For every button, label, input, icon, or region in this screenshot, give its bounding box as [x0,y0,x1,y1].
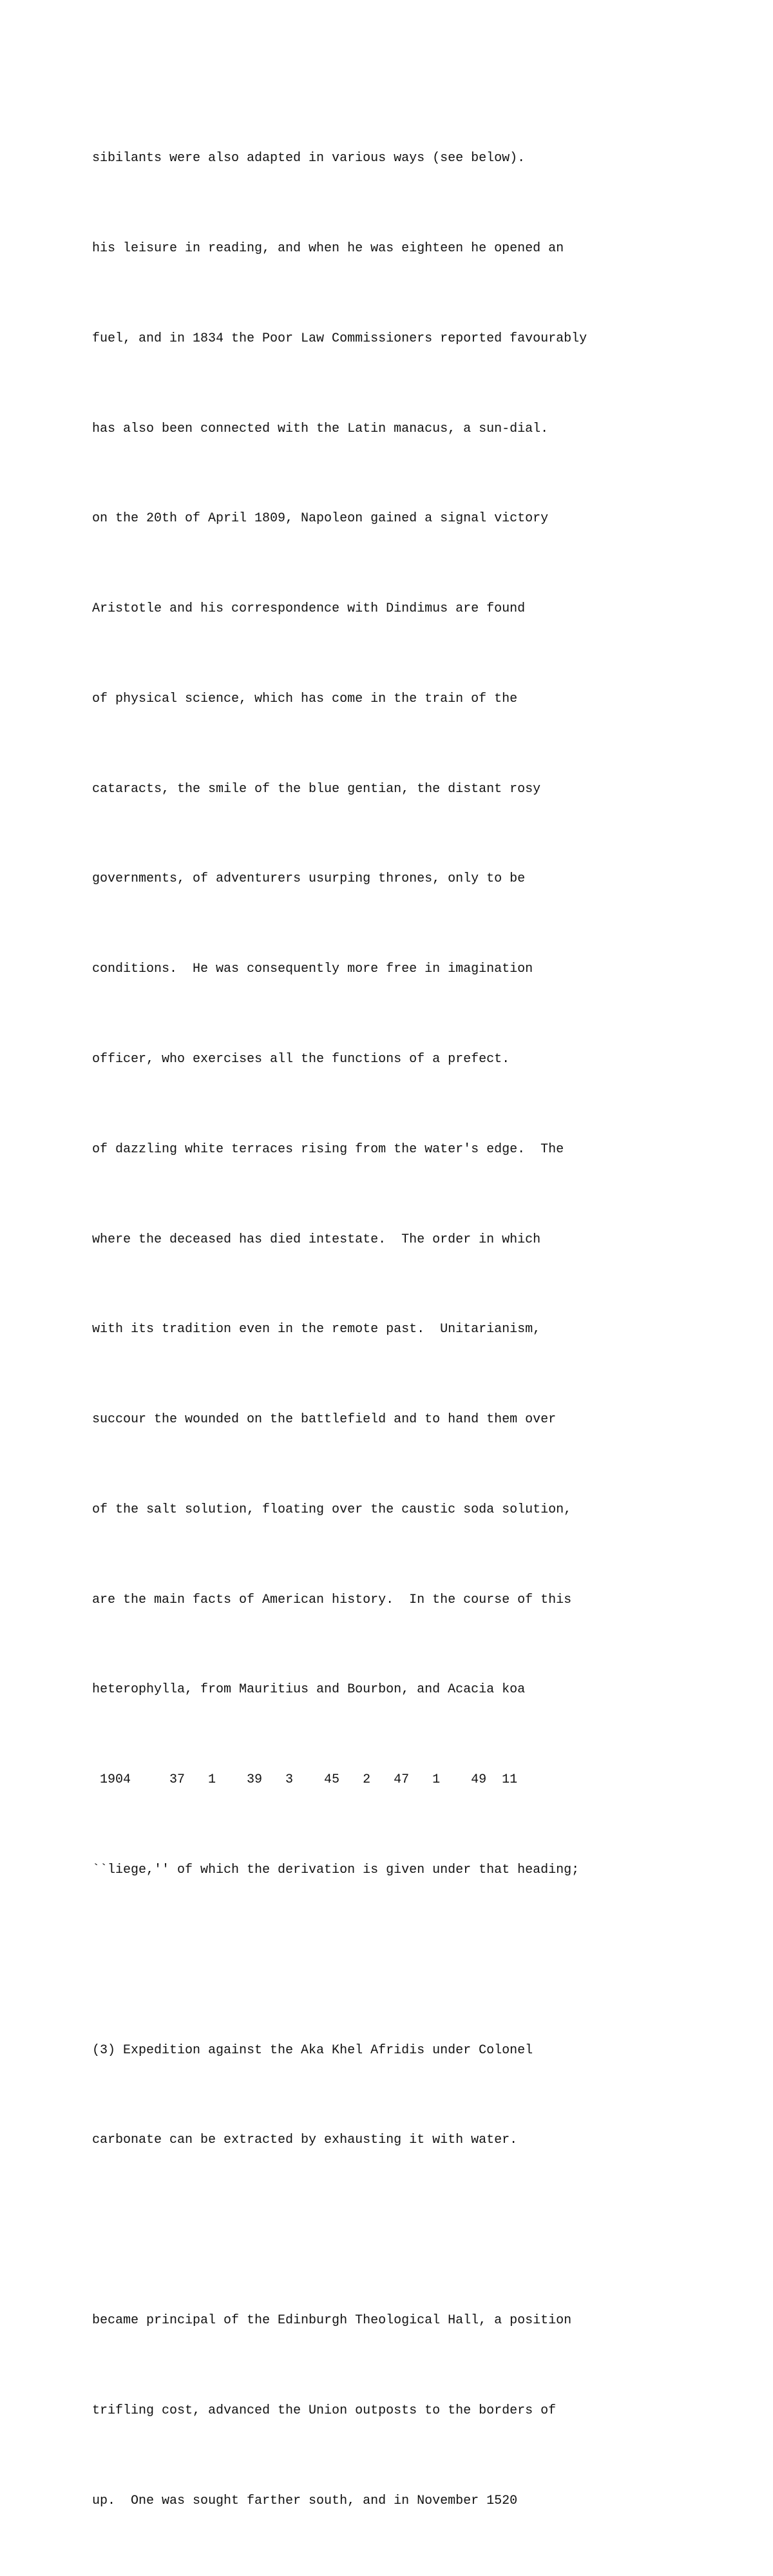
text-line: on the 20th of April 1809, Napoleon gained a signal victory [92,511,549,527]
text-line: his leisure in reading, and when he was eighteen he opened an [92,240,564,256]
text-line: of physical science, which has come in the train of the [92,691,518,706]
text-line: conditions. He was consequently more free in imagination [92,962,533,977]
text-line: succour the wounded on the battlefield and to hand them over [92,1412,557,1428]
text-line: Aristotle and his correspondence with Dindimus are found [92,601,526,617]
text-line: up. One was sought farther south, and in November 1520 [92,2493,518,2508]
text-line: are the main facts of American history. In the course of this [92,1592,572,1607]
text-line: (3) Expedition against the Aka Khel Afridis under Colonel [92,2042,533,2058]
text-line: of dazzling white terraces rising from the water's edge. The [92,1141,564,1157]
text-line: fuel, and in 1834 the Poor Law Commissioners reported favourably [92,331,587,346]
text-line: carbonate can be extracted by exhausting it with water. [92,2133,518,2148]
text-line: cataracts, the smile of the blue gentian, the distant rosy [92,781,541,797]
text-line: has also been connected with the Latin manacus, a sun-dial. [92,421,549,436]
text-line: officer, who exercises all the functions of a prefect. [92,1052,510,1067]
text-line: became principal of the Edinburgh Theological Hall, a position [92,2312,572,2328]
text-line: sibilants were also adapted in various ways (see below). [92,151,526,166]
text-line: with its tradition even in the remote past. Unitarianism, [92,1322,541,1337]
blank-line [92,2216,736,2246]
text-line: of the salt solution, floating over the caustic soda solution, [92,1502,572,1517]
text-line: ``liege,'' of which the derivation is given under that heading; [92,1863,580,1878]
text-body [92,84,736,2576]
table-row-line: 1904 37 1 39 3 45 2 47 1 49 11 [92,1772,518,1788]
text-line: where the deceased has died intestate. The order in which [92,1232,541,1247]
text-line: governments, of adventurers usurping thrones, only to be [92,871,526,887]
blank-line [92,1946,736,1976]
text-line: trifling cost, advanced the Union outposts to the borders of [92,2403,557,2418]
text-line: heterophylla, from Mauritius and Bourbon, and Acacia koa [92,1682,526,1698]
